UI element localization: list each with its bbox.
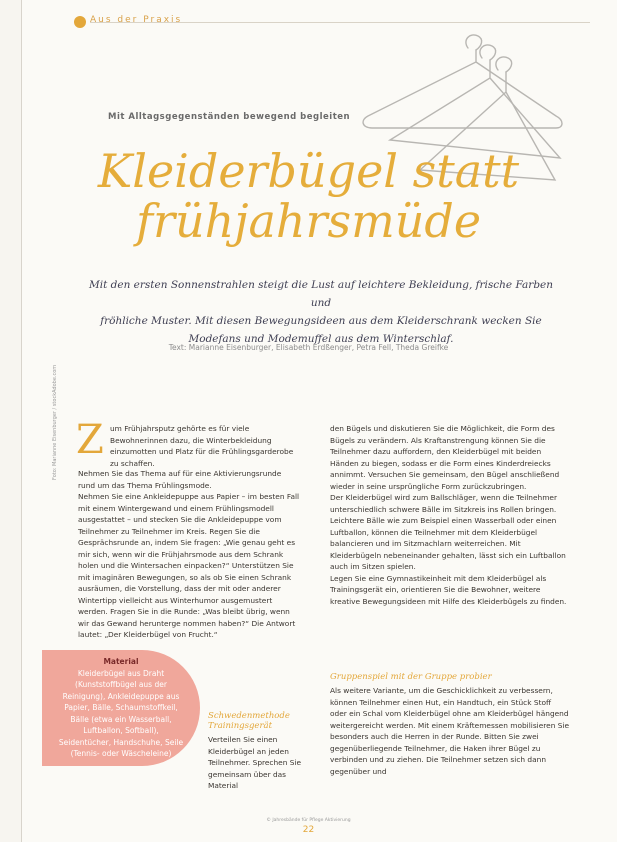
body-column-1 [78, 468, 300, 641]
body-column-mid [208, 734, 308, 792]
section-bullet-icon [74, 16, 86, 28]
body-paragraph: Nehmen Sie das Thema auf für eine Aktivierungsrunde rund um das Thema Frühlingsmode. [78, 469, 282, 490]
article-title-line2: frühjahrsmüde [135, 194, 482, 248]
body-paragraph: Der Kleiderbügel wird zum Ballschläger, wenn die Teilnehmer unterschiedlich schwere Bälle im Sitzkreis ins Rollen bringen. Leichtere Bälle wie zum Beispiel einen Wasserball oder einen Luftballon, können die Teilnehmer mit dem Kleiderbügel balancieren und im Sitzmachlarn weiterreichen. Mit Kleiderbügeln nebeneinander gehalten, lässt sich ein Luftballon auch im Sitzen spielen. [330, 493, 566, 571]
section-subheading: Schwedenmethode Trainingsgerät [208, 711, 290, 731]
body-paragraph: Verteilen Sie einen Kleiderbügel an jeden Teilnehmer. Sprechen Sie gemeinsam über das Material [208, 735, 302, 790]
body-column-2-continued [330, 685, 570, 777]
lead-line: fröhliche Muster. Mit diesen Bewegungsideen aus dem Kleiderschrank wecken Sie [100, 315, 542, 327]
photo-credit: Foto: Marianne Eisenburger / stockAdobe.com [52, 364, 58, 480]
article-kicker: Mit Alltagsgegenständen bewegend begleiten [108, 112, 351, 122]
material-text: Kleiderbügel aus Draht (Kunststoffbügel aus der Reinigung), Ankleidepuppe aus Papier, Bälle, Schaumstoffkeil, Bälle (etwa ein Wasserball, Luftballon, Softball), Seidentücher, Handschuhe, Seile (Tennis- oder Wäscheleine) [58, 668, 184, 758]
page-number: 22 [302, 825, 315, 835]
section-subheading: Gruppenspiel mit der Gruppe probier [330, 672, 492, 682]
body-paragraph: um Frühjahrsputz gehörte es für viele Bewohnerinnen dazu, die Winterbekleidung einzumotten und Platz für die Frühlingsgarderobe zu schaffen. [110, 424, 294, 468]
body-paragraph: Legen Sie eine Gymnastikeinheit mit dem Kleiderbügel als Trainingsgerät ein, orientieren Sie die Bewohner, weitere kreative Bewegungsideen mit Hilfe des Kleiderbügels zu finden. [330, 573, 567, 606]
body-paragraph: Als weitere Variante, um die Geschicklichkeit zu verbessern, können Teilnehmer einen Hut, ein Handtuch, ein Stück Stoff oder ein Schal vom Kleiderbügel ohne am Kleiderbügel hängend weitergereicht werden. Mit einem Kräftemessen mobilisieren Sie besonders auch die Herren in der Runde. Bitten Sie zwei gegenüberliegende Teilnehmer, die Haken ihrer Bügel zu verbinden und zu ziehen. Die Teilnehmer setzen sich dann gegenüber und [330, 686, 570, 776]
material-title: Material [103, 657, 139, 666]
body-paragraph: Nehmen Sie eine Ankleidepuppe aus Papier – im besten Fall mit einem Wintergewand und einem Frühlingsmodell ausgestattet – und stecken Sie die Ankleidepuppe vom Teilnehmer zu Teilnehmer im Kreis. Regen Sie die Gesprächsrunde an, indem Sie fragen: „Wie genau geht es mir sich, wenn wir die Frühjahrsmode aus dem Schrank holen und die Wintersachen einpacken?“ Unterstützen Sie mit imaginären Bewegungen, so als ob Sie einen Schrank ausräumen, die Vorstellung, dass der mit oder anderer Wintertipp vielleicht aus Winterhumor ausgemustert werden. Fragen Sie in die Runde: „Was bleibt übrig, wenn wir das Gewand herunterge nommen haben?“ Die Antwort lautet: „Der Kleiderbügel von Frucht.“ [78, 492, 300, 639]
lead-line: Modefans und Modemuffel aus dem Winterschlaf. [188, 333, 454, 345]
section-label: Aus der Praxis [90, 15, 183, 25]
article-lead [78, 276, 564, 348]
body-column-1-intro [110, 423, 300, 469]
body-column-2 [330, 423, 570, 607]
publication-footer: © Jahresbände für Pflege Aktivierung [266, 818, 351, 823]
author-credits: Text: Marianne Eisenburger, Elisabeth Erdßenger, Petra Fell, Theda Greifke [168, 343, 449, 352]
drop-cap: Z [76, 417, 104, 463]
article-title-line1: Kleiderbügel statt [97, 144, 520, 198]
material-box [42, 650, 200, 766]
lead-line: Mit den ersten Sonnenstrahlen steigt die Lust auf leichtere Bekleidung, frische Farben und [88, 279, 554, 309]
body-paragraph: den Bügels und diskutieren Sie die Möglichkeit, die Form des Bügels zu verändern. Als Kraftanstrengung können Sie die Teilnehmer dazu auffordern, den Kleiderbügel mit beiden Händen zu biegen, sodass er die Form eines Kinderdreiecks annimmt. Versuchen Sie gemeinsam, den Bügel anschließend wieder in seine ursprüngliche Form zurückzubringen. [330, 424, 560, 491]
